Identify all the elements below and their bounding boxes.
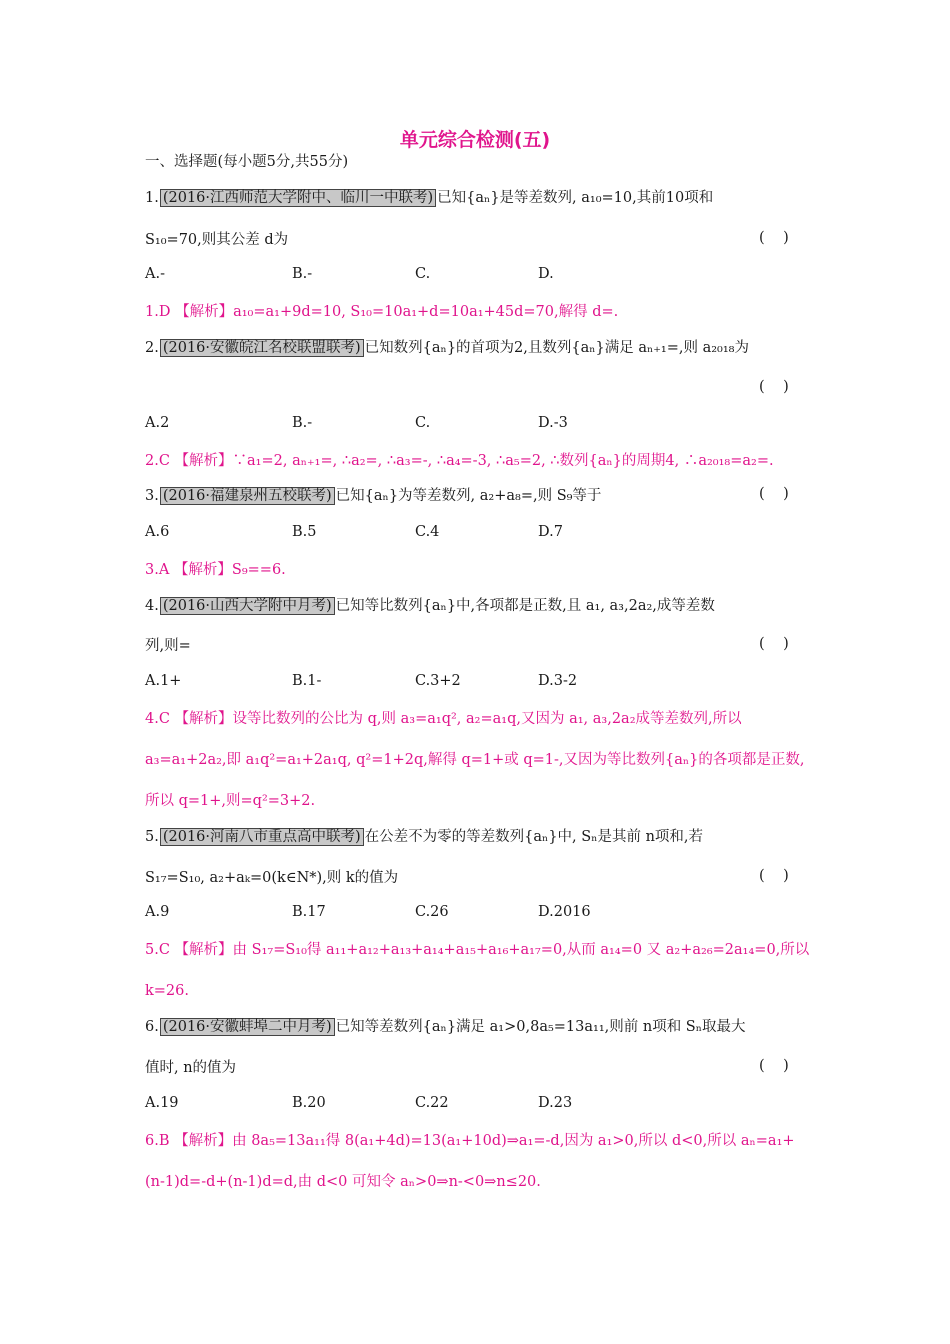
analysis-6-line-1: 6.B 【解析】由 8a₅=13a₁₁得 8(a₁+4d)=13(a₁+10d)⇒a₁=-d,因为 a₁>0,所以 d<0,所以 aₙ=a₁+ [145,1133,795,1149]
option-a: A.19 [145,1095,179,1111]
analysis-4-line-3: 所以 q=1+,则=q²=3+2. [145,793,316,809]
option-d: D.2016 [538,904,591,920]
answer-parentheses: ( ) [759,379,789,395]
question-number: 2. [145,340,159,356]
analysis-4-line-2: a₃=a₁+2a₂,即 a₁q²=a₁+2a₁q, q²=1+2q,解得 q=1+或 q=1-,又因为等比数列{aₙ}的各项都是正数, [145,752,805,768]
question-source: (2016·山西大学附中月考) [160,597,335,615]
question-source: (2016·福建泉州五校联考) [160,487,335,505]
analysis-2: 2.C 【解析】∵a₁=2, aₙ₊₁=, ∴a₂=, ∴a₃=-, ∴a₄=-3, ∴a₅=2, ∴数列{aₙ}的周期4, ∴a₂₀₁₈=a₂=. [145,453,774,469]
option-c: C. [415,266,431,282]
option-b: B.20 [292,1095,326,1111]
question-stem: 已知数列{aₙ}的首项为2,且数列{aₙ}满足 aₙ₊₁=,则 a₂₀₁₈为 [364,340,749,356]
question-5-line-1 [145,827,703,847]
question-1-line-1 [145,188,713,208]
option-c: C.22 [415,1095,449,1111]
question-number: 1. [145,190,159,206]
question-stem: 已知{aₙ}为等差数列, a₂+a₈=,则 S₉等于 [335,488,602,504]
question-number: 3. [145,488,159,504]
option-b: B.5 [292,524,317,540]
question-number: 4. [145,598,159,614]
question-5-line-2: S₁₇=S₁₀, a₂+aₖ=0(k∈N*),则 k的值为 [145,870,399,886]
question-stem: 已知等比数列{aₙ}中,各项都是正数,且 a₁, a₃,2a₂,成等差数 [335,598,715,614]
option-b: B.- [292,415,313,431]
option-d: D. [538,266,554,282]
analysis-6-line-2: (n-1)d=-d+(n-1)d=d,由 d<0 可知令 aₙ>0⇒n-<0⇒n≤20. [145,1174,541,1190]
option-c: C.4 [415,524,440,540]
section-heading: 一、选择题(每小题5分,共55分) [145,154,349,170]
analysis-4-line-1: 4.C 【解析】设等比数列的公比为 q,则 a₃=a₁q², a₂=a₁q,又因为 a₁, a₃,2a₂成等差数列,所以 [145,711,742,727]
option-b: B.17 [292,904,326,920]
question-stem: 已知等差数列{aₙ}满足 a₁>0,8a₅=13a₁₁,则前 n项和 Sₙ取最大 [335,1019,746,1035]
question-4-line-1 [145,596,715,616]
question-6-line-1 [145,1017,746,1037]
question-2-line-1 [145,338,749,358]
option-c: C. [415,415,431,431]
option-d: D.3-2 [538,673,578,689]
question-source: (2016·安徽皖江名校联盟联考) [160,339,364,357]
answer-parentheses: ( ) [759,636,789,652]
option-a: A.9 [145,904,170,920]
option-a: A.1+ [145,673,182,689]
question-3-line-1 [145,486,601,506]
option-d: D.-3 [538,415,568,431]
analysis-5-line-1: 5.C 【解析】由 S₁₇=S₁₀得 a₁₁+a₁₂+a₁₃+a₁₄+a₁₅+a₁₆+a₁₇=0,从而 a₁₄=0 又 a₂+a₂₆=2a₁₄=0,所以 [145,942,810,958]
question-stem: 已知{aₙ}是等差数列, a₁₀=10,其前10项和 [437,190,714,206]
question-stem: 在公差不为零的等差数列{aₙ}中, Sₙ是其前 n项和,若 [364,829,704,845]
option-a: A.2 [145,415,170,431]
document-title: 单元综合检测(五) [399,129,551,151]
question-number: 6. [145,1019,159,1035]
question-source: (2016·安徽蚌埠二中月考) [160,1018,335,1036]
answer-parentheses: ( ) [759,230,789,246]
option-a: A.- [145,266,165,282]
answer-parentheses: ( ) [759,1058,789,1074]
answer-parentheses: ( ) [759,486,789,502]
analysis-1: 1.D 【解析】a₁₀=a₁+9d=10, S₁₀=10a₁+d=10a₁+45d=70,解得 d=. [145,304,619,320]
option-c: C.3+2 [415,673,461,689]
question-4-line-2: 列,则= [145,638,191,654]
question-source: (2016·河南八市重点高中联考) [160,828,364,846]
analysis-5-line-2: k=26. [145,983,189,999]
question-number: 5. [145,829,159,845]
option-a: A.6 [145,524,170,540]
answer-parentheses: ( ) [759,868,789,884]
option-d: D.7 [538,524,563,540]
option-c: C.26 [415,904,449,920]
analysis-3: 3.A 【解析】S₉==6. [145,562,286,578]
option-b: B.- [292,266,313,282]
option-b: B.1- [292,673,322,689]
question-6-line-2: 值时, n的值为 [145,1060,237,1076]
question-1-line-2: S₁₀=70,则其公差 d为 [145,232,289,248]
question-source: (2016·江西师范大学附中、临川一中联考) [160,189,436,207]
option-d: D.23 [538,1095,573,1111]
